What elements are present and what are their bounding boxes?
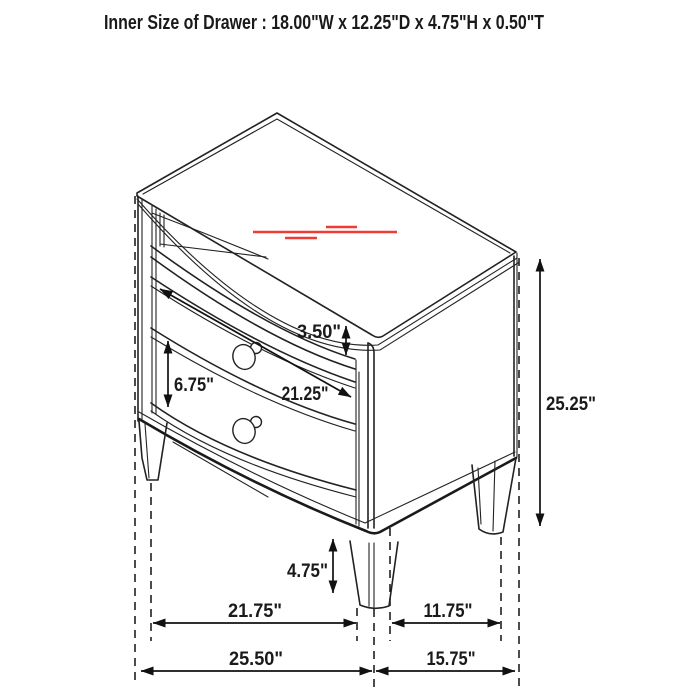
dim-label: 3.50" [297, 321, 341, 343]
dim-label: 25.50" [229, 648, 283, 670]
red-reflection-marks [253, 227, 397, 238]
back-left-leg [139, 421, 167, 480]
dim-overall-depth [376, 648, 515, 671]
dim-label: 21.75" [228, 600, 282, 622]
front-face [138, 196, 516, 533]
dim-label: 11.75" [423, 600, 473, 622]
dim-front-leg-span [153, 600, 356, 623]
dim-label: 25.25" [546, 393, 596, 415]
dim-overall-height [540, 259, 596, 526]
front-leg [350, 541, 398, 608]
bottom-drawer-knob-icon [230, 416, 262, 447]
page-title: Inner Size of Drawer : 18.00"W x 12.25"D x 4.75"H x 0.50"T [104, 12, 544, 34]
dim-label: 15.75" [426, 648, 476, 670]
nightstand-drawing [137, 113, 518, 608]
dim-leg-height [287, 539, 333, 593]
right-side-panel [514, 253, 517, 457]
dim-label: 4.75" [287, 560, 328, 582]
dim-side-leg-span [392, 600, 500, 623]
dim-label: 6.75" [174, 374, 214, 396]
top-drawer-knob-icon [230, 342, 262, 373]
front-corner-post [356, 343, 374, 528]
dim-label: 21.25" [281, 383, 329, 405]
dim-overall-width [141, 648, 372, 671]
